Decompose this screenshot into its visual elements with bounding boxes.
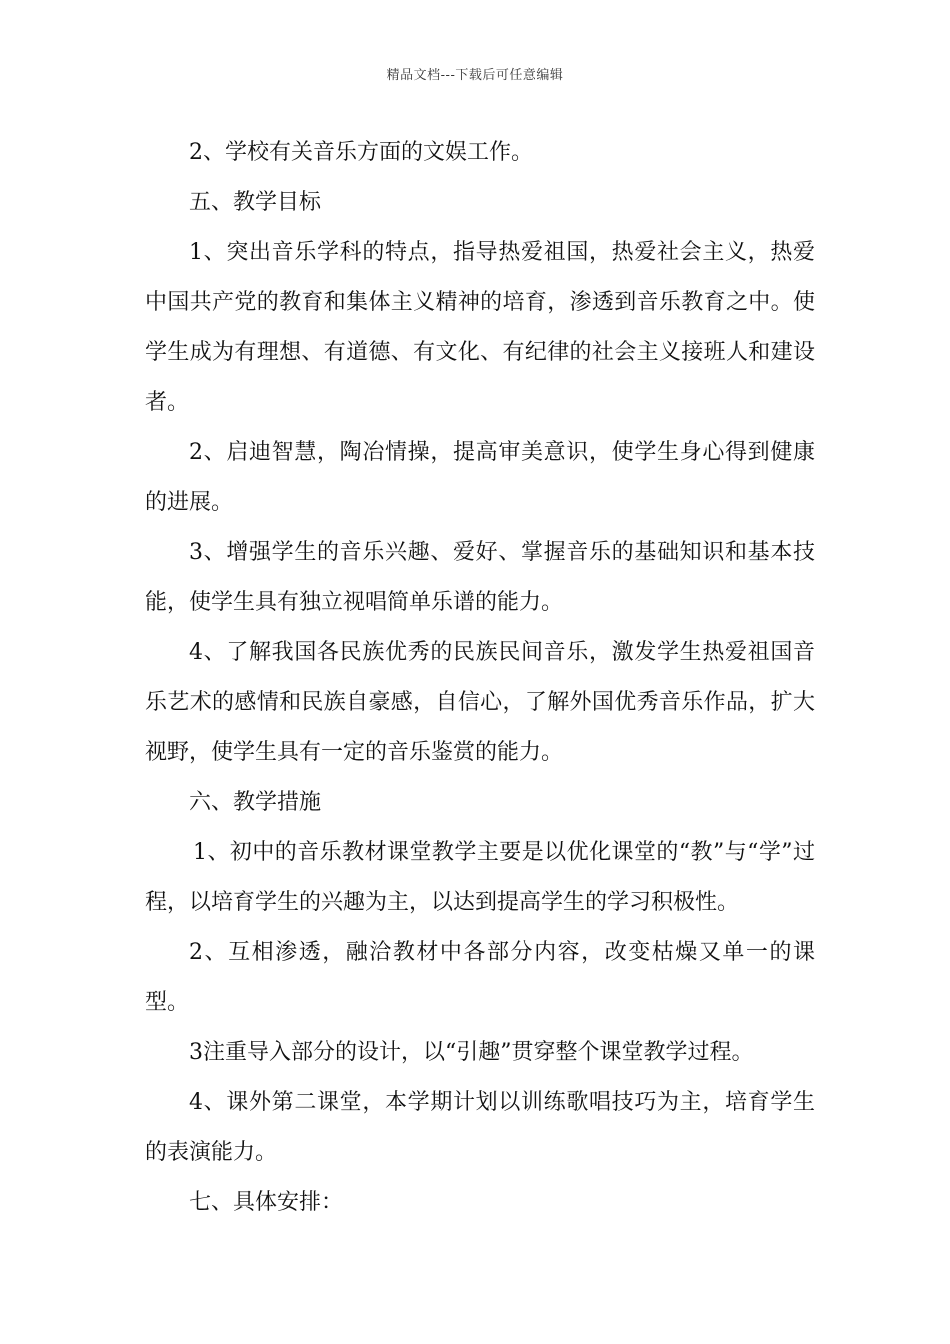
- paragraph-measure-2: 2、互相渗透，融洽教材中各部分内容，改变枯燥又单一的课型。: [145, 940, 815, 1015]
- paragraph-goal-2: 2、启迪智慧，陶冶情操，提高审美意识，使学生身心得到健康的进展。: [145, 440, 815, 515]
- paragraph-goal-4: 4、了解我国各民族优秀的民族民间音乐，激发学生热爱祖国音乐艺术的感情和民族自豪感，自信心，了解外国优秀音乐作品，扩大视野，使学生具有一定的音乐鉴赏的能力。: [145, 640, 815, 765]
- paragraph-measure-1: 1、初中的音乐教材课堂教学主要是以优化课堂的“教”与“学”过程，以培育学生的兴趣为主，以达到提高学生的学习积极性。: [145, 840, 815, 915]
- page-header: 精品文档---下载后可任意编辑: [386, 68, 564, 83]
- heading-teaching-goals: 五、教学目标: [189, 190, 322, 215]
- paragraph-goal-1: 1、突出音乐学科的特点，指导热爱祖国，热爱社会主义，热爱中国共产党的教育和集体主义精神的培育，渗透到音乐教育之中。使学生成为有理想、有道德、有文化、有纪律的社会主义接班人和建设者。: [145, 240, 815, 415]
- paragraph-measure-3: 3注重导入部分的设计，以“引趣”贯穿整个课堂教学过程。: [189, 1040, 754, 1065]
- paragraph-goal-3: 3、增强学生的音乐兴趣、爱好、掌握音乐的基础知识和基本技能，使学生具有独立视唱简单乐谱的能力。: [145, 540, 815, 615]
- document-body: [145, 128, 815, 1228]
- heading-specific-arrangements: 七、具体安排：: [189, 1190, 344, 1215]
- heading-teaching-measures: 六、教学措施: [189, 790, 322, 815]
- paragraph-measure-4: 4、课外第二课堂，本学期计划以训练歌唱技巧为主，培育学生的表演能力。: [145, 1090, 815, 1165]
- paragraph-culture-work: 2、学校有关音乐方面的文娱工作。: [189, 140, 533, 165]
